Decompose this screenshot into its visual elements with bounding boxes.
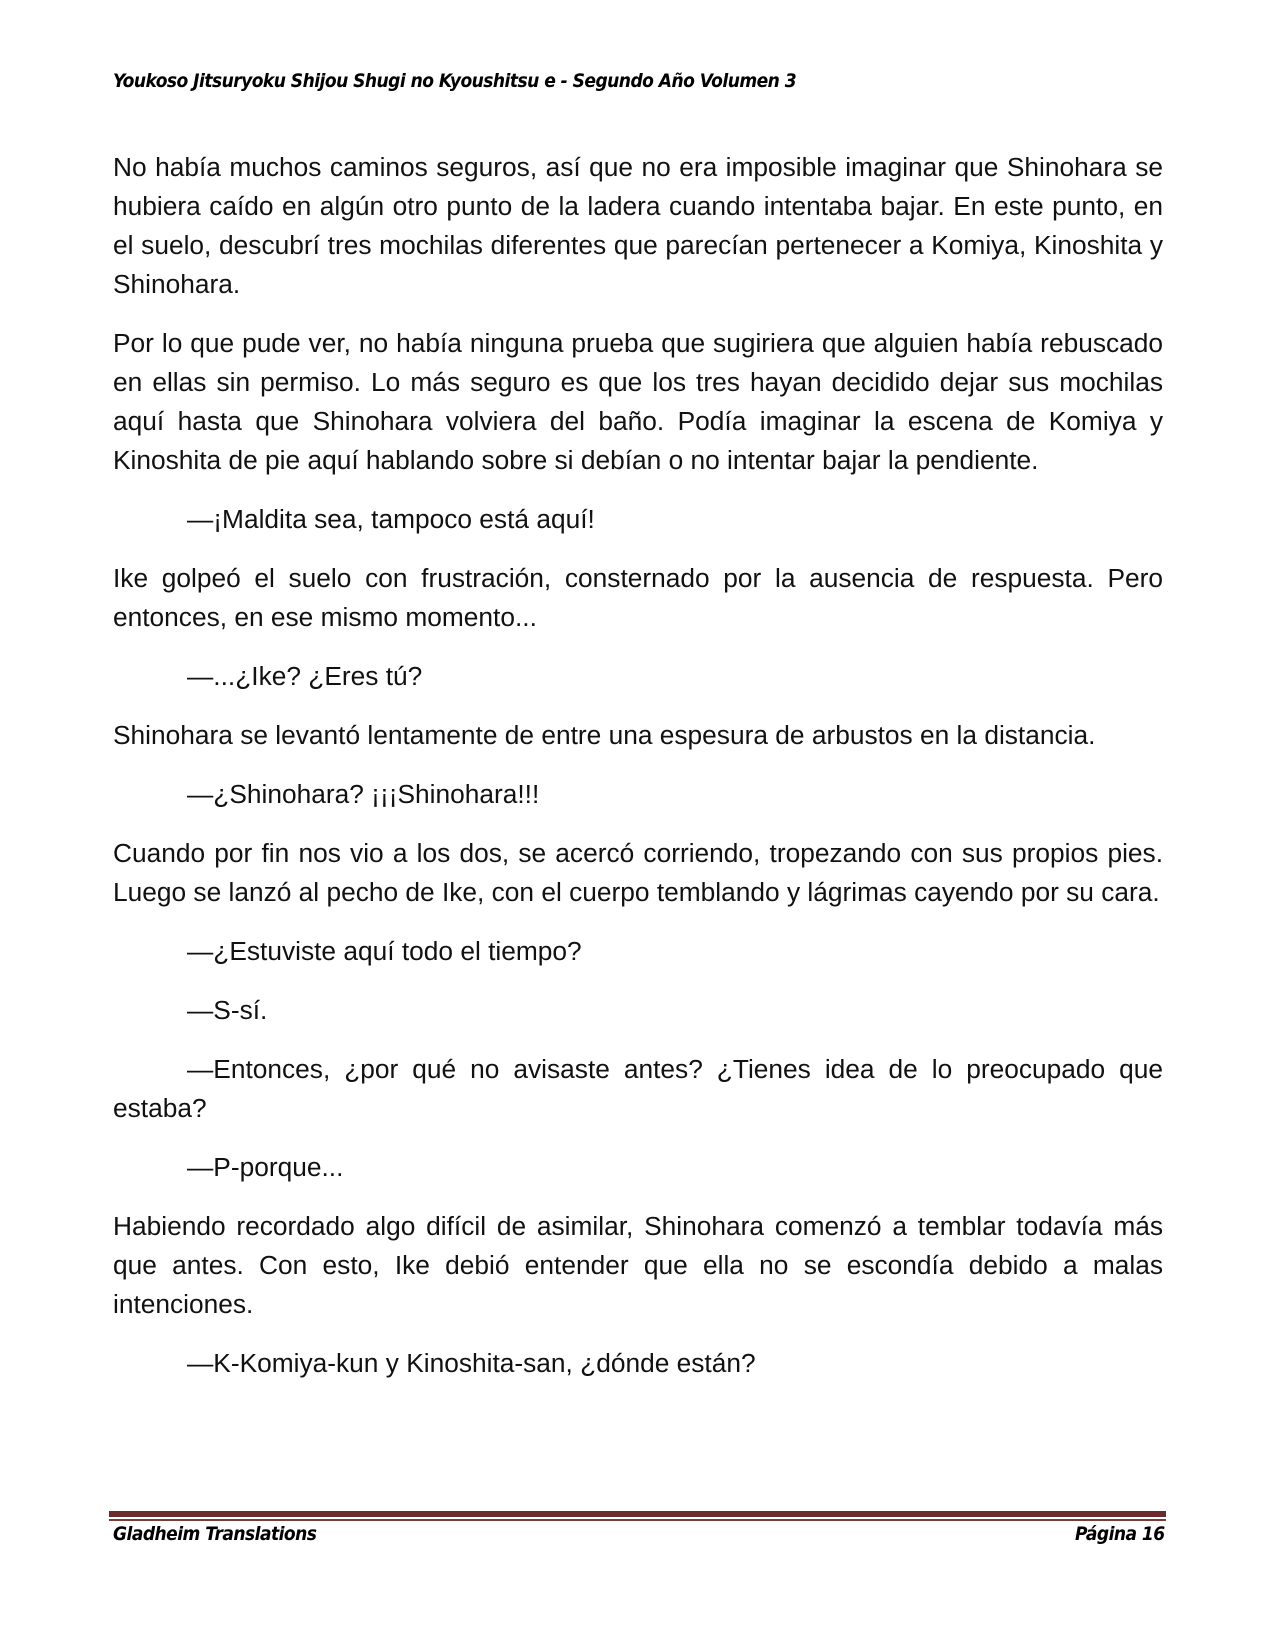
paragraph: Cuando por fin nos vio a los dos, se acercó corriendo, tropezando con sus propios pies. Luego se lanzó al pecho de Ike, con el cuerpo temblando y lágrimas cayendo por su cara. xyxy=(113,838,1163,907)
paragraph: Por lo que pude ver, no había ninguna prueba que sugiriera que alguien había rebuscado en ellas sin permiso. Lo más seguro es que los tres hayan decidido dejar sus mochilas aquí hasta que Shinohara volviera del baño. Podía imaginar la escena de Komiya y Kinoshita de pie aquí hablando sobre si debían o no intentar bajar la pendiente. xyxy=(113,328,1163,475)
dialogue-line: —P-porque... xyxy=(187,1152,344,1182)
dialogue-line: —S-sí. xyxy=(187,995,268,1025)
footer-credit: Gladheim Translations xyxy=(113,1523,317,1545)
paragraph: Habiendo recordado algo difícil de asimilar, Shinohara comenzó a temblar todavía más que antes. Con esto, Ike debió entender que ella no se escondía debido a malas intenciones. xyxy=(113,1211,1163,1319)
dialogue-line: —¡Maldita sea, tampoco está aquí! xyxy=(187,504,595,534)
paragraph: Shinohara se levantó lentamente de entre una espesura de arbustos en la distancia. xyxy=(113,720,1096,750)
running-header: Youkoso Jitsuryoku Shijou Shugi no Kyoushitsu e - Segundo Año Volumen 3 xyxy=(113,70,797,92)
dialogue-line: —¿Shinohara? ¡¡¡Shinohara!!! xyxy=(187,779,540,809)
paragraph: No había muchos caminos seguros, así que no era imposible imaginar que Shinohara se hubiera caído en algún otro punto de la ladera cuando intentaba bajar. En este punto, en el suelo, descubrí tres mochilas diferentes que parecían pertenecer a Komiya, Kinoshita y Shinohara. xyxy=(113,152,1163,299)
page-number: Página 16 xyxy=(1075,1523,1165,1545)
dialogue-line: —Entonces, ¿por qué no avisaste antes? ¿Tienes idea de lo preocupado que estaba? xyxy=(113,1054,1163,1123)
dialogue-line: —...¿Ike? ¿Eres tú? xyxy=(187,661,423,691)
footer-rule-thick xyxy=(109,1511,1166,1517)
footer-rule-thin xyxy=(109,1519,1166,1521)
paragraph: Ike golpeó el suelo con frustración, consternado por la ausencia de respuesta. Pero entonces, en ese mismo momento... xyxy=(113,563,1163,632)
dialogue-line: —K-Komiya-kun y Kinoshita-san, ¿dónde están? xyxy=(187,1348,756,1378)
page-body xyxy=(113,148,1163,1403)
dialogue-line: —¿Estuviste aquí todo el tiempo? xyxy=(187,936,582,966)
